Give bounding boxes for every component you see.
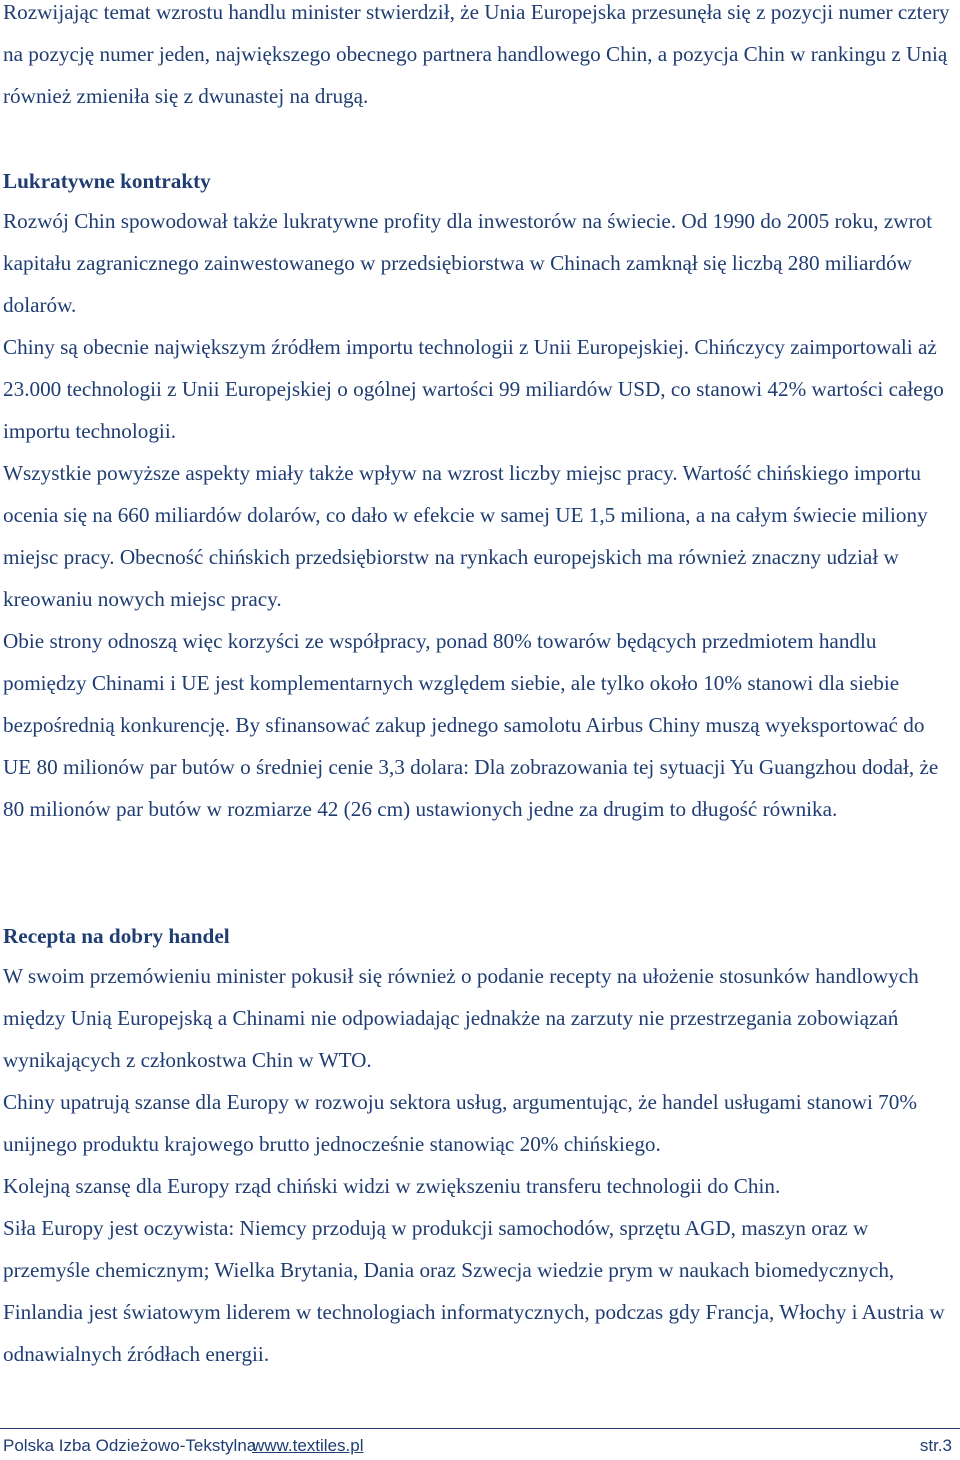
intro-paragraph: Rozwijając temat wzrostu handlu minister stwierdził, że Unia Europejska przesunęła się z pozycji numer cztery na pozycję numer jeden, największego obecnego partnera handlowego Chin, a pozycja Chin w rankingu z Unią również zmieniła się z dwunastej na drugą. — [3, 0, 950, 108]
section-heading-recepta-na-dobry-handel: Recepta na dobry handel — [3, 924, 230, 948]
section2-paragraph-3: Kolejną szansę dla Europy rząd chiński widzi w zwiększeniu transferu technologii do Chin. — [3, 1174, 781, 1198]
section2-paragraph-1: W swoim przemówieniu minister pokusił się również o podanie recepty na ułożenie stosunków handlowych między Unią Europejską a Chinami nie odpowiadając jednakże na zarzuty nie przestrzegania zobowiązań wynikających z członkostwa Chin w WTO. — [3, 964, 919, 1072]
section1-paragraph-3: Wszystkie powyższe aspekty miały także wpływ na wzrost liczby miejsc pracy. Wartość chińskiego importu ocenia się na 660 miliardów dolarów, co dało w efekcie w samej UE 1,5 miliona, a na całym świecie miliony miejsc pracy. Obecność chińskich przedsiębiorstw na rynkach europejskich ma również znaczny udział w kreowaniu nowych miejsc pracy. — [3, 461, 928, 611]
page-footer — [0, 1436, 960, 1460]
footer-organization: Polska Izba Odzieżowo-Tekstylna — [3, 1436, 257, 1455]
page-number: str.3 — [919, 1436, 952, 1455]
section1-paragraph-2: Chiny są obecnie największym źródłem importu technologii z Unii Europejskiej. Chińczycy zaimportowali aż 23.000 technologii z Unii Europejskiej o ogólnej wartości 99 miliardów USD, co stanowi 42% wartości całego importu technologii. — [3, 335, 944, 443]
section-heading-lukratywne-kontrakty: Lukratywne kontrakty — [3, 169, 211, 193]
footer-website-link[interactable]: www.textiles.pl — [252, 1436, 364, 1455]
section1-paragraph-4: Obie strony odnoszą więc korzyści ze współpracy, ponad 80% towarów będących przedmiotem handlu pomiędzy Chinami i UE jest komplementarnych względem siebie, ale tylko około 10% stanowi dla siebie bezpośrednią konkurencję. By sfinansować zakup jednego samolotu Airbus Chiny muszą wyeksportować do UE 80 milionów par butów o średniej cenie 3,3 dolara: Dla zobrazowania tej sytuacji Yu Guangzhou dodał, że 80 milionów par butów w rozmiarze 42 (26 cm) ustawionych jedne za drugim to długość równika. — [3, 629, 939, 821]
section1-paragraph-1: Rozwój Chin spowodował także lukratywne profity dla inwestorów na świecie. Od 1990 do 2005 roku, zwrot kapitału zagranicznego zainwestowanego w przedsiębiorstwa w Chinach zamknął się liczbą 280 miliardów dolarów. — [3, 209, 933, 317]
section2-paragraph-2: Chiny upatrują szanse dla Europy w rozwoju sektora usług, argumentując, że handel usługami stanowi 70% unijnego produktu krajowego brutto jednocześnie stanowiąc 20% chińskiego. — [3, 1090, 917, 1156]
section2-paragraph-4: Siła Europy jest oczywista: Niemcy przodują w produkcji samochodów, sprzętu AGD, maszyn oraz w przemyśle chemicznym; Wielka Brytania, Dania oraz Szwecja wiedzie prym w naukach biomedycznych, Finlandia jest światowym liderem w technologiach informatycznych, podczas gdy Francja, Włochy i Austria w odnawialnych źródłach energii. — [3, 1216, 945, 1366]
footer-divider — [0, 1428, 960, 1429]
